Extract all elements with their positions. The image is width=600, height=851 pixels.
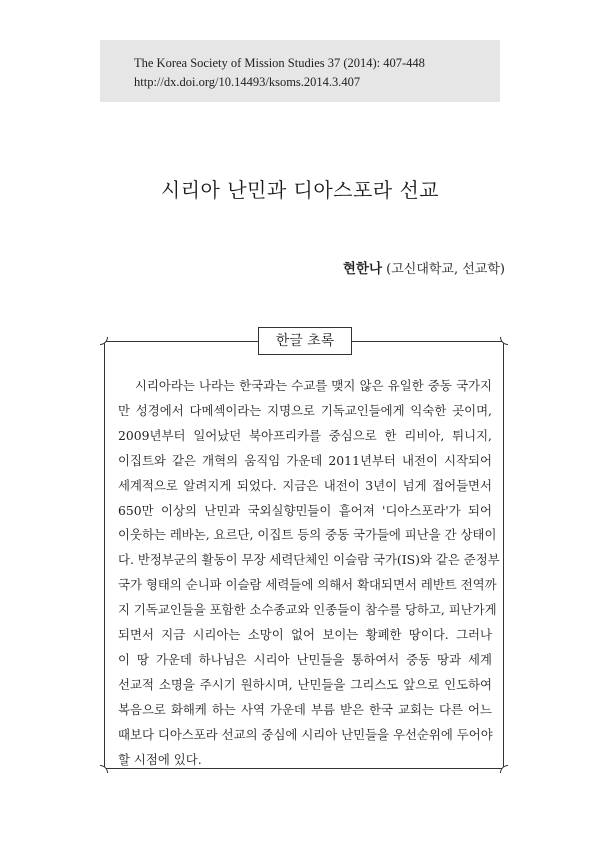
abstract-label: 한글 초록 <box>258 327 352 355</box>
abstract-line: 만 성경에서 다메섹이라는 지명으로 기독교인들에게 익숙한 곳이며, <box>118 402 492 418</box>
frame-corner <box>100 337 108 345</box>
abstract-line: 이웃하는 레바논, 요르단, 이집트 등의 중동 국가들에 피난을 간 상태이 <box>118 527 497 543</box>
journal-header <box>100 40 500 102</box>
author-name: 현한나 <box>342 261 382 277</box>
abstract-line: 세계적으로 알려지게 되었다. 지금은 내전이 3년이 넘게 접어들면서 <box>118 477 492 493</box>
abstract-line: 이 땅 가운데 하나님은 시리아 난민들을 통하여서 중동 땅과 세계 <box>118 651 492 667</box>
abstract-body <box>118 374 500 773</box>
abstract-line: 선교적 소명을 주시기 원하시며, 난민들을 그리스도 앞으로 인도하여 <box>118 676 492 692</box>
abstract-line: 복음으로 화해케 하는 사역 가운데 부름 받은 한국 교회는 다른 어느 <box>118 701 492 717</box>
abstract-line: 지 기독교인들을 포함한 소수종교와 인종들이 참수를 당하고, 피난가게 <box>118 602 497 618</box>
journal-citation: The Korea Society of Mission Studies 37 (2014): 407-448 <box>134 56 425 70</box>
abstract-line: 650만 이상의 난민과 국외실향민들이 흩어져 '디아스포라'가 되어 <box>118 502 492 518</box>
abstract-line: 다. 반정부군의 활동이 무장 세력단체인 이슬람 국가(IS)와 같은 준정부 <box>118 552 500 568</box>
abstract-line: 국가 형태의 순니파 이슬람 세력들에 의해서 확대되면서 레반트 전역까 <box>118 577 497 593</box>
doi-link[interactable]: http://dx.doi.org/10.14493/ksoms.2014.3.407 <box>134 75 361 89</box>
frame-corner <box>500 765 508 773</box>
abstract-line: 때보다 디아스포라 선교의 중심에 시리아 난민들을 우선순위에 두어야 <box>118 726 493 742</box>
frame-corner <box>500 337 508 345</box>
author-affiliation: (고신대학교, 선교학) <box>386 262 505 277</box>
author-line <box>343 257 505 277</box>
abstract-line: 이집트와 같은 개혁의 움직임 가운데 2011년부터 내전이 시작되어 <box>118 452 492 468</box>
abstract-line: 할 시점에 있다. <box>118 751 202 767</box>
frame-corner <box>100 765 108 773</box>
abstract-line: 시리아라는 나라는 한국과는 수교를 맺지 않은 유일한 중동 국가지 <box>118 378 492 393</box>
abstract-line: 2009년부터 일어났던 북아프리카를 중심으로 한 리비아, 튀니지, <box>118 427 492 443</box>
abstract-line: 되면서 지금 시리아는 소망이 없어 보이는 황폐한 땅이다. 그러나 <box>118 627 492 643</box>
paper-title: 시리아 난민과 디아스포라 선교 <box>160 178 440 202</box>
